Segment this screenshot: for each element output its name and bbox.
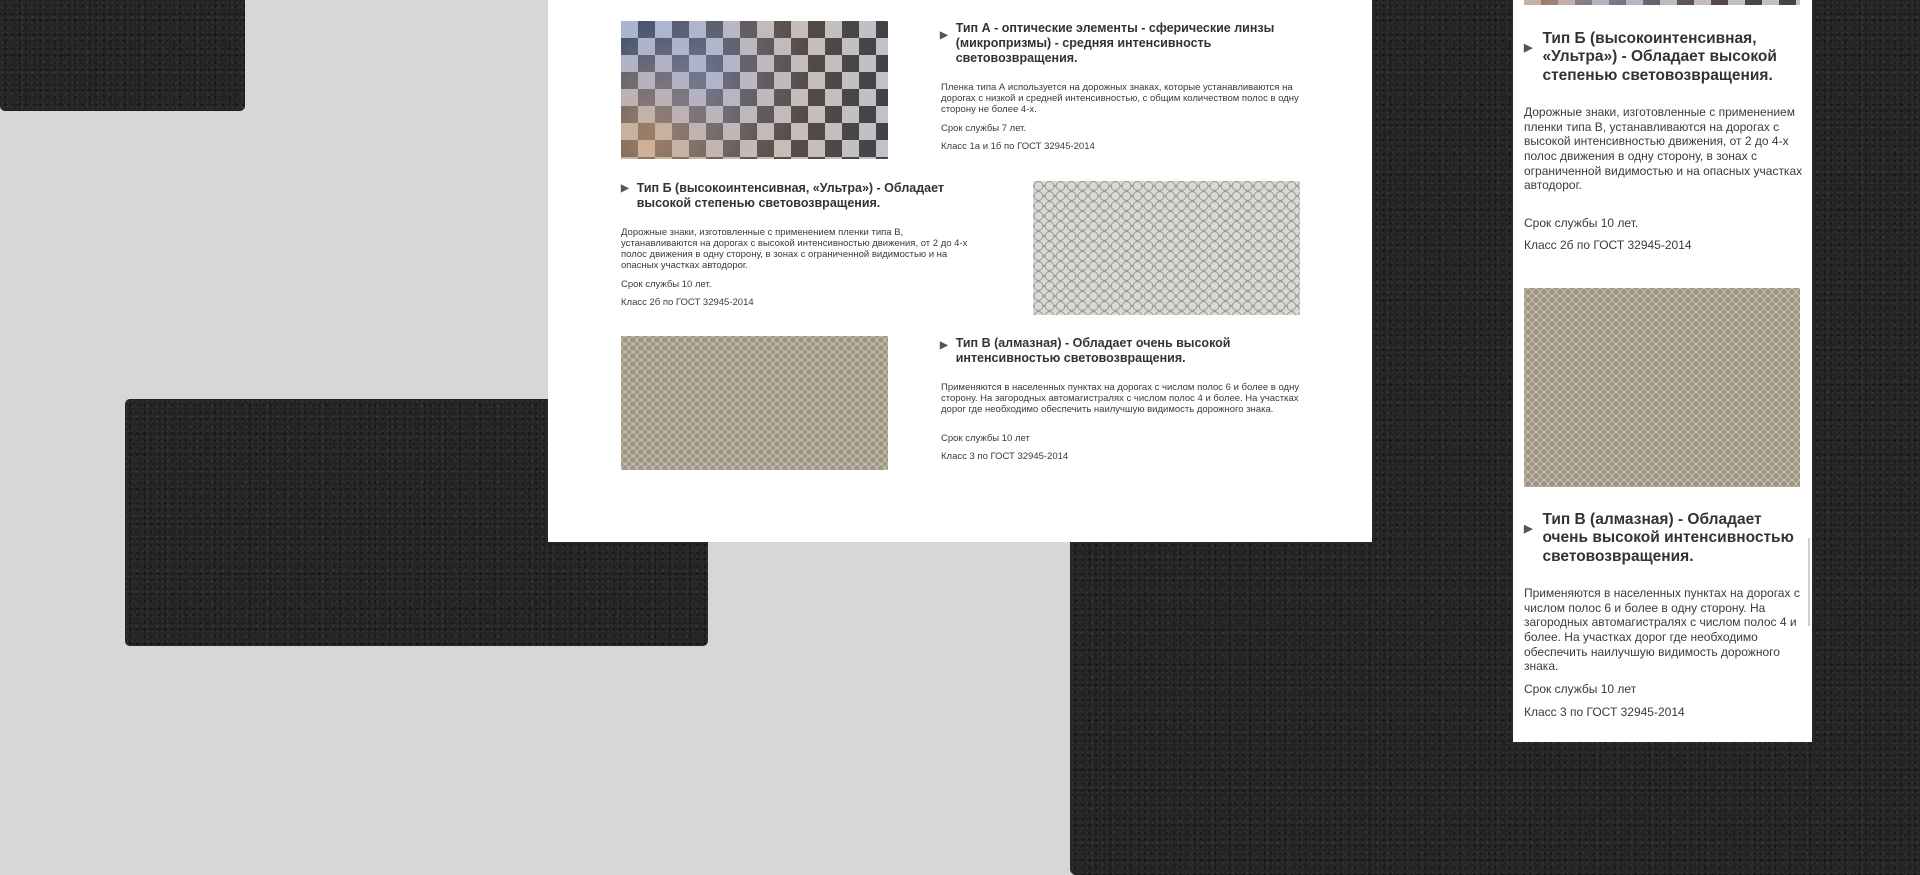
side-type-b-heading[interactable]	[1524, 30, 1804, 85]
type-a-film-image-cropped	[1524, 0, 1800, 5]
side-type-b-gost-class: Класс 2б по ГОСТ 32945-2014	[1524, 238, 1692, 252]
side-type-b-description: Дорожные знаки, изготовленные с применением пленки типа В, устанавливаются на дорогах с высокой интенсивностью движения, от 2 до 4-х полос движения в одну сторону, в зонах с ограниченной видимостью и на опасных участках автодорог.	[1524, 105, 1803, 193]
mobile-preview-panel	[1513, 0, 1812, 742]
type-v-description: Применяются в населенных пунктах на дорогах с числом полос 6 и более в одну сторону. На загородных автомагистралях с числом полос 4 и более. На участках дорог где необходимо обеспечить наилучшую видимость дорожного знака.	[941, 382, 1300, 416]
triangle-right-icon: ▶	[940, 30, 948, 41]
side-type-b-service-life: Срок службы 10 лет.	[1524, 216, 1639, 230]
type-v-heading[interactable]	[940, 336, 1270, 366]
side-type-v-service-life: Срок службы 10 лет	[1524, 682, 1637, 696]
type-b-film-image	[1033, 181, 1300, 315]
type-b-description: Дорожные знаки, изготовленные с применением пленки типа В, устанавливаются на дорогах с высокой интенсивностью движения, от 2 до 4-х полос движения в одну сторону, в зонах с ограниченной видимостью и на опасных участках автодорог.	[621, 227, 968, 272]
triangle-right-icon: ▶	[1524, 42, 1533, 54]
type-b-gost-class: Класс 2б по ГОСТ 32945-2014	[621, 297, 754, 308]
triangle-right-icon: ▶	[940, 340, 948, 351]
side-type-v-description: Применяются в населенных пунктах на дорогах с числом полос 6 и более в одну сторону. На загородных автомагистралях с числом полос 4 и более. На участках дорог где необходимо обеспечить наилучшую видимость дорожного знака.	[1524, 586, 1800, 674]
triangle-right-icon: ▶	[1524, 523, 1533, 535]
type-a-service-life: Срок службы 7 лет.	[941, 123, 1027, 134]
triangle-right-icon: ▶	[621, 183, 629, 194]
type-v-service-life: Срок службы 10 лет	[941, 433, 1030, 444]
type-b-service-life: Срок службы 10 лет.	[621, 279, 712, 290]
type-a-heading[interactable]	[940, 21, 1290, 66]
type-a-gost-class: Класс 1а и 1б по ГОСТ 32945-2014	[941, 141, 1095, 152]
dark-texture-block-top-left	[0, 0, 245, 111]
side-type-v-film-image	[1524, 288, 1800, 487]
type-a-description: Пленка типа А используется на дорожных знаках, которые устанавливаются на дорогах с низкой и средней интенсивностью, с общим количеством полос в одну сторону не более 4-х.	[941, 82, 1299, 116]
side-type-b-title: Тип Б (высокоинтенсивная, «Ультра») - Обладает высокой степенью световозвращения.	[1542, 30, 1777, 84]
reflective-film-types-card	[548, 0, 1372, 542]
type-v-film-image	[621, 336, 888, 470]
type-a-title: Тип А - оптические элементы - сферические линзы (микропризмы) - средняя интенсивность световозвращения.	[955, 21, 1275, 65]
side-type-v-heading[interactable]	[1524, 511, 1810, 566]
side-type-v-title: Тип В (алмазная) - Обладает очень высокой интенсивностью световозвращения.	[1542, 511, 1794, 565]
type-v-title: Тип В (алмазная) - Обладает очень высокой интенсивностью световозвращения.	[955, 336, 1231, 365]
scrollbar[interactable]	[1808, 538, 1810, 626]
type-b-heading[interactable]	[621, 181, 951, 211]
side-type-v-gost-class: Класс 3 по ГОСТ 32945-2014	[1524, 705, 1685, 719]
type-a-film-image	[621, 21, 888, 159]
type-b-title: Тип Б (высокоинтенсивная, «Ультра») - Обладает высокой степенью световозвращения.	[636, 181, 945, 210]
type-v-gost-class: Класс 3 по ГОСТ 32945-2014	[941, 451, 1069, 462]
